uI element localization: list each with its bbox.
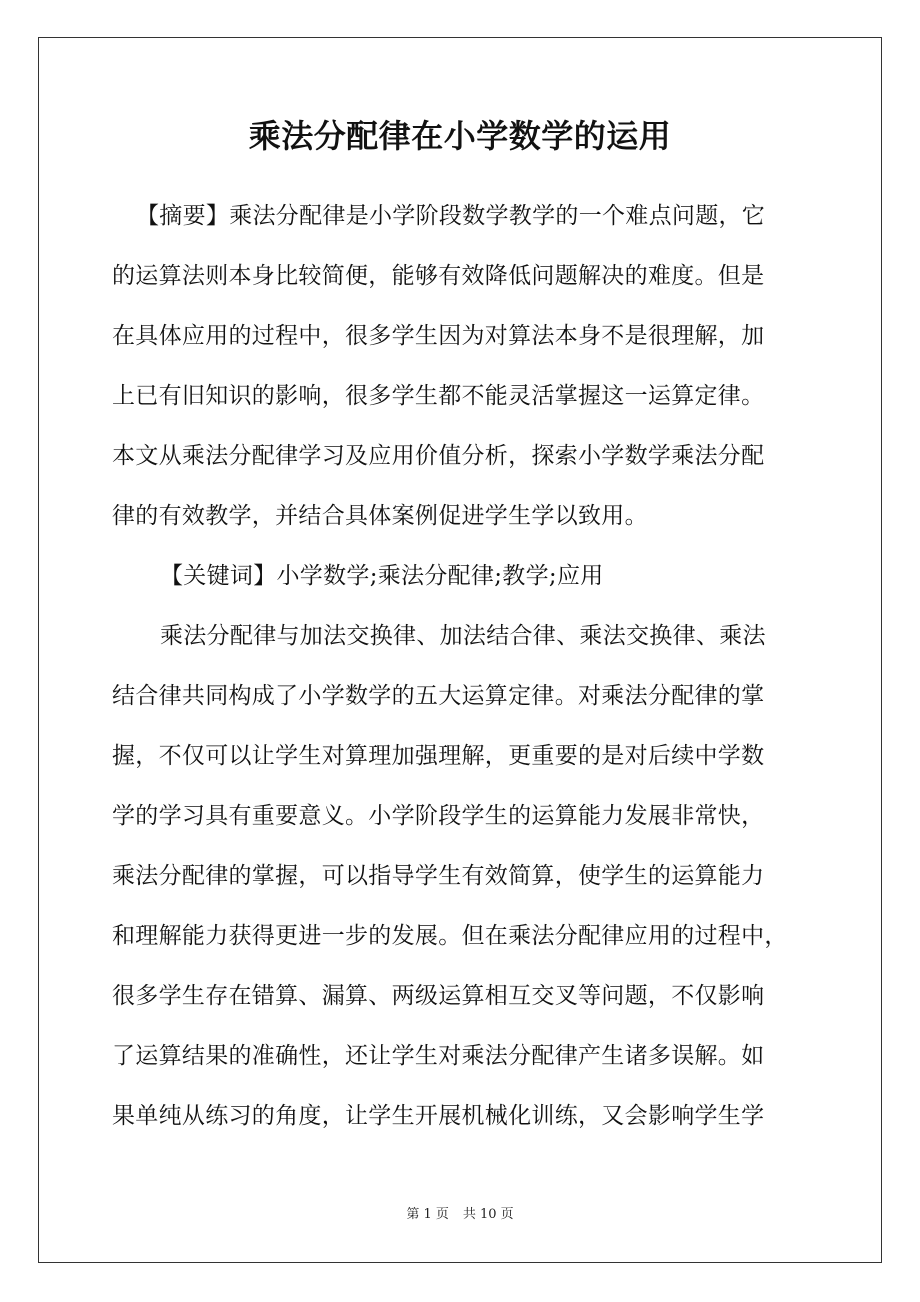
body-line: 了运算结果的准确性，还让学生对乘法分配律产生诸多误解。如 <box>112 1043 765 1069</box>
body-line: 结合律共同构成了小学数学的五大运算定律。对乘法分配律的掌 <box>112 683 765 709</box>
document-title: 乘法分配律在小学数学的运用 <box>248 117 672 155</box>
body-line: 学的学习具有重要意义。小学阶段学生的运算能力发展非常快， <box>112 803 765 829</box>
body-line: 握，不仅可以让学生对算理加强理解，更重要的是对后续中学数 <box>112 743 765 769</box>
abstract-line: 律的有效教学，并结合具体案例促进学生学以致用。 <box>112 503 648 529</box>
page-total: 共 10 页 <box>462 1207 514 1222</box>
abstract-line: 上已有旧知识的影响，很多学生都不能灵活掌握这一运算定律。 <box>112 383 765 409</box>
abstract-line: 的运算法则本身比较简便，能够有效降低问题解决的难度。但是 <box>112 263 765 289</box>
page-footer <box>0 1206 920 1224</box>
body-line: 果单纯从练习的角度，让学生开展机械化训练，又会影响学生学 <box>112 1103 765 1129</box>
body-line: 和理解能力获得更进一步的发展。但在乘法分配律应用的过程中， <box>112 923 788 949</box>
abstract-line: 本文从乘法分配律学习及应用价值分析，探索小学数学乘法分配 <box>112 443 765 469</box>
body-line: 很多学生存在错算、漏算、两级运算相互交叉等问题，不仅影响 <box>112 983 765 1009</box>
body-line: 乘法分配律的掌握，可以指导学生有效简算，使学生的运算能力 <box>112 863 765 889</box>
page-number: 第 1 页 <box>406 1207 449 1222</box>
keywords-line: 【关键词】小学数学;乘法分配律;教学;应用 <box>160 563 604 589</box>
abstract-line: 【摘要】乘法分配律是小学阶段数学教学的一个难点问题，它 <box>136 203 766 229</box>
body-line: 乘法分配律与加法交换律、加法结合律、乘法交换律、乘法 <box>160 623 766 649</box>
abstract-line: 在具体应用的过程中，很多学生因为对算法本身不是很理解，加 <box>112 323 765 349</box>
